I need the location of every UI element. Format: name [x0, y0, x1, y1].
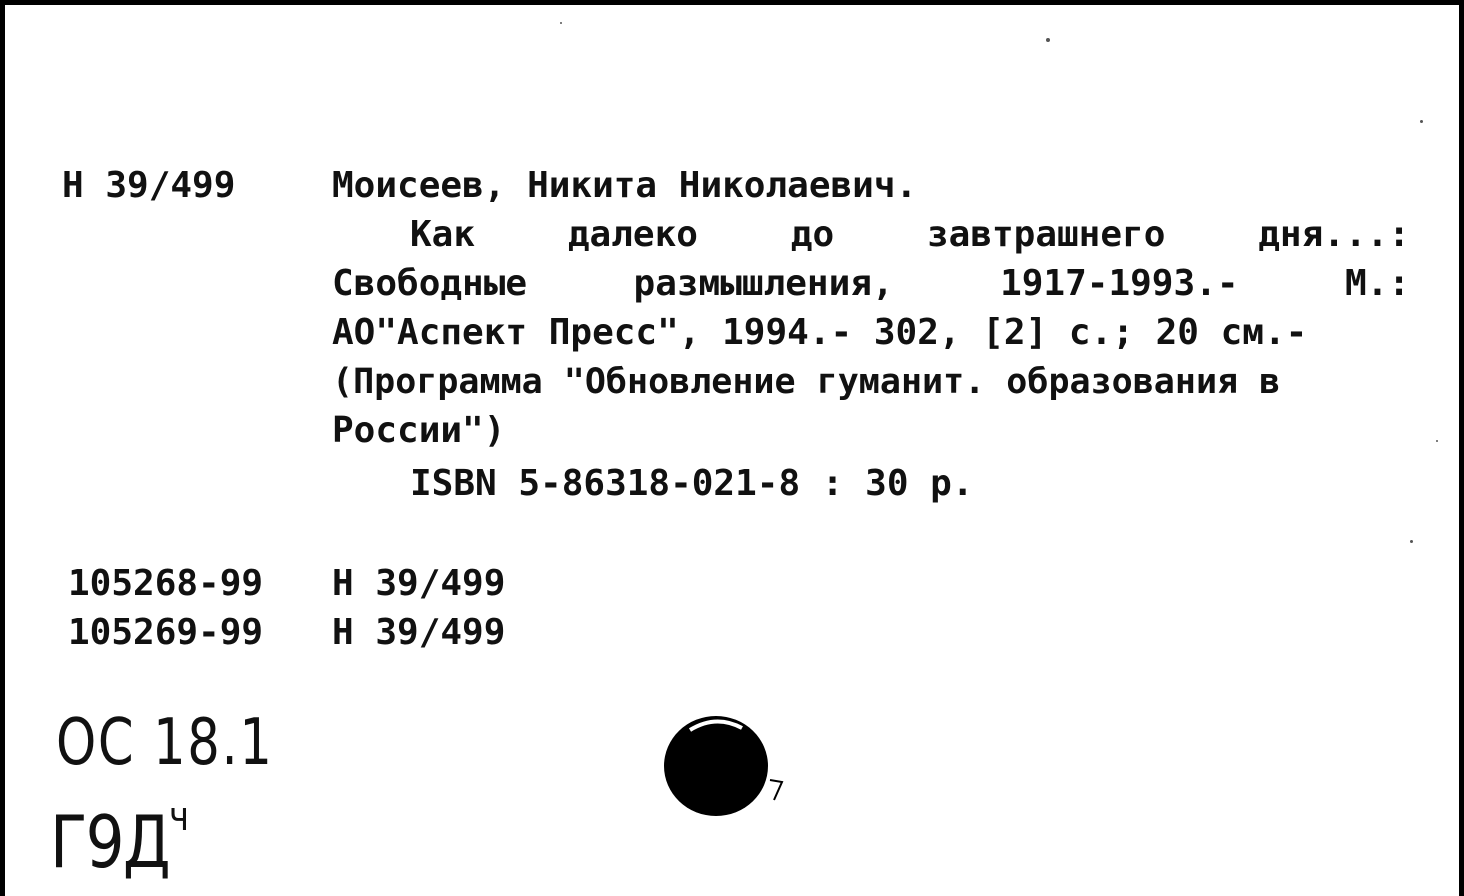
- shelf-mark: Н 39/499: [332, 563, 506, 604]
- title-word: дня...:: [1258, 214, 1410, 255]
- card-border-top: [0, 0, 1464, 5]
- series-line-end: России"): [332, 410, 506, 451]
- title-word: размышления,: [633, 263, 894, 304]
- title-line-2: [332, 262, 1410, 306]
- inventory-number: 105268-99: [68, 563, 264, 604]
- scan-speck: [560, 22, 562, 24]
- scan-speck: [1410, 540, 1413, 543]
- title-line-1: [410, 213, 1410, 257]
- title-word: далеко: [567, 214, 698, 255]
- publication-line: АО"Аспект Пресс", 1994.- 302, [2] с.; 20 см.-: [332, 312, 1308, 353]
- handwritten-classification: ОС 18.1: [56, 706, 274, 780]
- handwritten-superscript: ч: [168, 794, 188, 840]
- shelf-mark: Н 39/499: [332, 612, 506, 653]
- author-heading: Моисеев, Никита Николаевич.: [332, 165, 918, 206]
- handwritten-author-mark-text: Г9Д: [50, 800, 169, 884]
- title-word: Свободные: [332, 263, 528, 304]
- handwritten-author-mark: [50, 794, 188, 884]
- isbn-line: ISBN 5-86318-021-8 : 30 р.: [410, 463, 974, 504]
- card-border-left: [0, 0, 5, 896]
- title-word: до: [790, 214, 835, 255]
- title-word: М.:: [1344, 263, 1410, 304]
- title-word: Как: [410, 214, 476, 255]
- call-number: Н 39/499: [62, 165, 236, 206]
- series-line: (Программа "Обновление гуманит. образования в: [332, 362, 1281, 402]
- scan-speck: [1420, 120, 1423, 123]
- scan-speck: [1436, 440, 1438, 442]
- card-border-right: [1459, 0, 1464, 896]
- title-word: 1917-1993.-: [1000, 263, 1239, 304]
- title-word: завтрашнего: [926, 214, 1166, 255]
- scan-speck: [1046, 38, 1050, 42]
- inventory-number: 105269-99: [68, 612, 264, 653]
- punch-hole-icon: [650, 710, 800, 830]
